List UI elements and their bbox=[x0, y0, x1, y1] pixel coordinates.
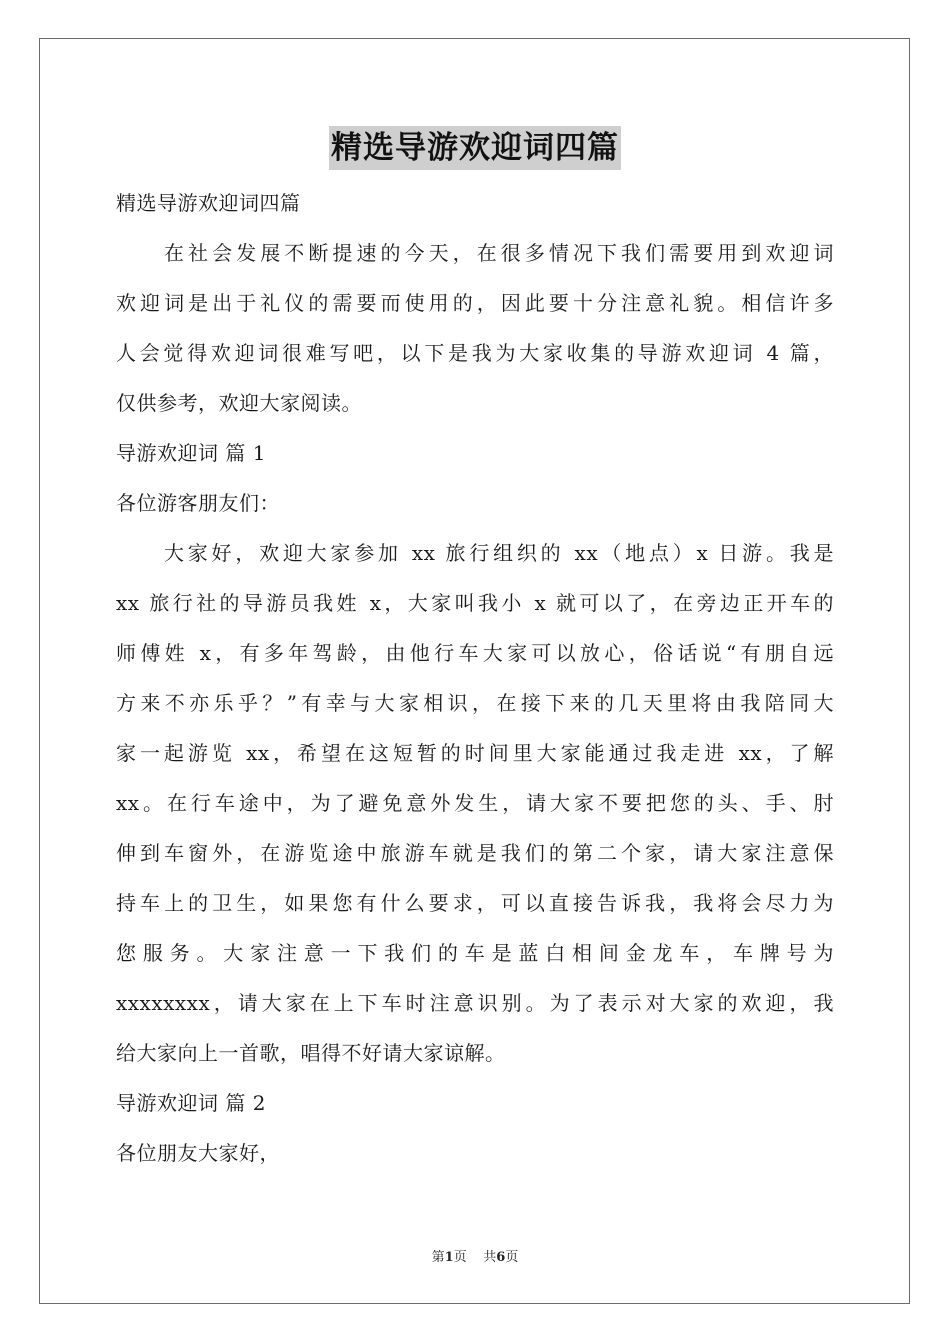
text-line: 伸到车窗外，在游览途中旅游车就是我们的第二个家，请大家注意保 bbox=[116, 841, 834, 865]
text-line: 在社会发展不断提速的今天，在很多情况下我们需要用到欢迎词 bbox=[164, 241, 834, 265]
document-title: 精选导游欢迎词四篇 bbox=[329, 126, 621, 170]
footer-page-current: 1 bbox=[444, 1250, 454, 1265]
text-line: 持车上的卫生，如果您有什么要求，可以直接告诉我，我将会尽力为 bbox=[116, 891, 834, 915]
text-line: 师傅姓 x，有多年驾龄，由他行车大家可以放心，俗话说“有朋自远 bbox=[116, 641, 834, 665]
footer-page-total: 6 bbox=[496, 1250, 506, 1265]
text-line: 方来不亦乐乎？”有幸与大家相识，在接下来的几天里将由我陪同大 bbox=[116, 691, 834, 715]
text-line: 精选导游欢迎词四篇 bbox=[116, 191, 301, 215]
text-line: 导游欢迎词 篇 2 bbox=[116, 1091, 266, 1115]
text-line: xx 旅行社的导游员我姓 x，大家叫我小 x 就可以了，在旁边正开车的 bbox=[116, 591, 834, 615]
text-line: 家一起游览 xx，希望在这短暂的时间里大家能通过我走进 xx，了解 bbox=[116, 741, 834, 765]
text-line: 欢迎词是出于礼仪的需要而使用的，因此要十分注意礼貌。相信许多 bbox=[116, 291, 834, 315]
footer-page-prefix: 第 bbox=[431, 1250, 445, 1265]
text-line: 人会觉得欢迎词很难写吧，以下是我为大家收集的导游欢迎词 4 篇， bbox=[116, 341, 834, 365]
text-line: 给大家向上一首歌，唱得不好请大家谅解。 bbox=[116, 1041, 506, 1065]
text-line: 您服务。大家注意一下我们的车是蓝白相间金龙车，车牌号为 bbox=[116, 941, 834, 965]
text-line: xxxxxxxx，请大家在上下车时注意识别。为了表示对大家的欢迎，我 bbox=[116, 991, 834, 1015]
footer-total-prefix: 共 bbox=[483, 1250, 497, 1265]
text-line: 各位朋友大家好， bbox=[116, 1141, 280, 1165]
footer-total-suffix: 页 bbox=[505, 1250, 519, 1265]
text-line: xx。在行车途中，为了避免意外发生，请大家不要把您的头、手、肘 bbox=[116, 791, 834, 815]
document-body bbox=[116, 178, 834, 1178]
title-container bbox=[0, 126, 950, 170]
footer-page-suffix: 页 bbox=[453, 1250, 467, 1265]
text-line: 导游欢迎词 篇 1 bbox=[116, 441, 266, 465]
text-line: 仅供参考，欢迎大家阅读。 bbox=[116, 391, 362, 415]
text-line: 大家好，欢迎大家参加 xx 旅行组织的 xx（地点）x 日游。我是 bbox=[164, 541, 834, 565]
text-line: 各位游客朋友们： bbox=[116, 491, 280, 515]
page-footer bbox=[0, 1246, 950, 1265]
